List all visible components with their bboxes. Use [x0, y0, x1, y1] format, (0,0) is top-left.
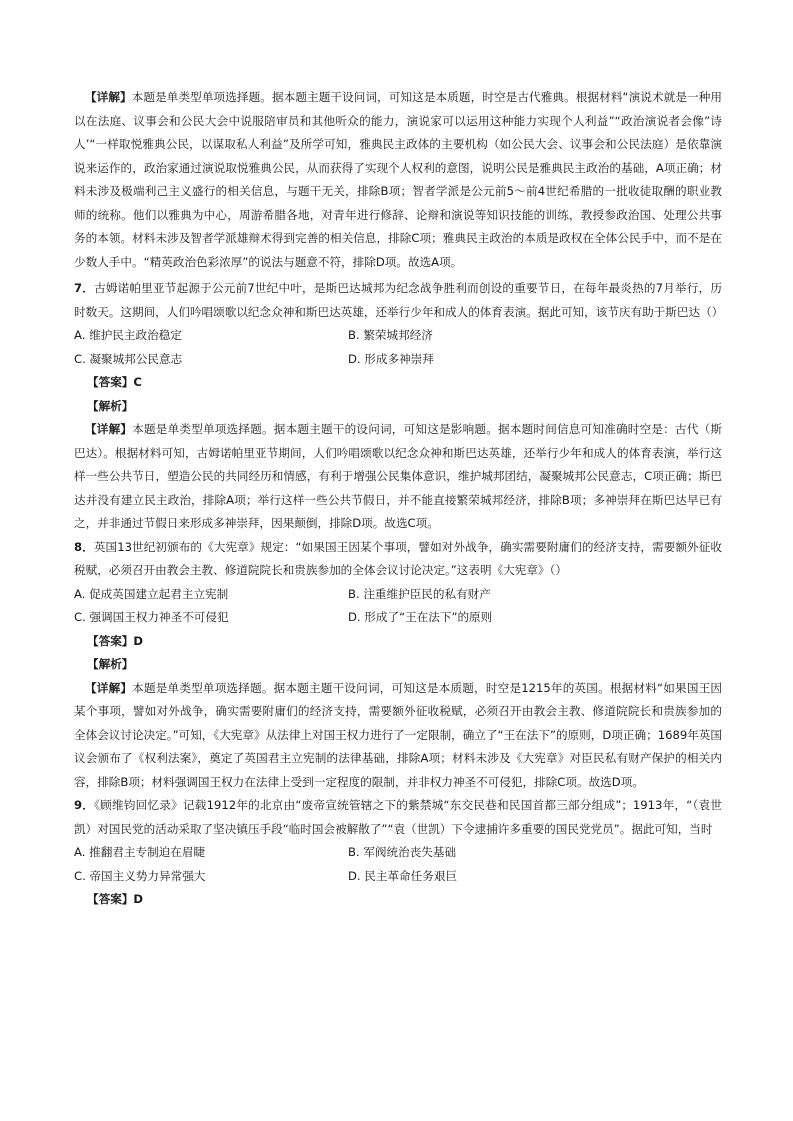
detail-label: 【详解】: [85, 680, 133, 695]
question-stem: 英国13世纪初颁布的《大宪章》规定：“如果国王因某个事项，譬如对外战争，确实需要附庸们的经济支持，需要额外征收税赋，必须召开由教会主教、修道院院长和贵族参加的全体会议讨论决定。”这表明《大宪章》（）: [74, 539, 722, 577]
detail-label: 【详解】: [85, 422, 133, 436]
detail-label: 【详解】: [85, 90, 132, 104]
option-a: A. 推翻君主专制迫在眉睫: [74, 845, 206, 859]
question-stem: 《顾维钧回忆录》记载1912年的北京由“废帝宣统管辖之下的紫禁城“东交民巷和民国首都三部分组成”；1913年，“（袁世凯）对国民党的活动采取了坚决镇压手段“临时国会被解散了”“袁（世凯）下令逮捕许多重要的国民党党员”。据此可知，当时: [74, 798, 722, 836]
answer-label: 【答案】D: [87, 633, 143, 648]
q8-detail: [74, 677, 722, 795]
option-a: A. 维护民主政治稳定: [74, 328, 182, 342]
option-d: D. 形成了“王在法下”的原则: [348, 610, 493, 624]
answer-label: 【答案】C: [87, 375, 142, 389]
question-number: 7．: [74, 281, 95, 295]
analysis-label: 【解析】: [87, 657, 134, 671]
q7-options-row1: [74, 324, 722, 348]
option-a: A. 促成英国建立起君主立宪制: [74, 586, 229, 601]
question-number: 8．: [74, 539, 94, 554]
option-b: B. 军阀统治丧失基础: [348, 845, 457, 859]
q8-options-row1: [74, 583, 722, 607]
answer-label: 【答案】D: [87, 892, 143, 906]
analysis-label: 【解析】: [87, 398, 134, 413]
option-d: D. 民主革命任务艰巨: [348, 868, 458, 883]
option-b: B. 注重维护臣民的私有财产: [348, 586, 491, 601]
q6-detail: [74, 86, 722, 274]
option-d: D. 形成多神崇拜: [348, 351, 434, 366]
detail-text: 本题是单类型单项选择题。据本题主题干的设问词，可知这是影响题。据本题时间信息可知准确时空是：古代（斯巴达）。根据材料可知，古姆诺帕里亚节期间，人们吟唱颂歌以纪念众神和斯巴达英雄，还举行少年和成人的体育表演，举行这样一些公共节日，塑造公民的共同经历和情感，有利于增强公民集体意识，维护城邦团结，凝聚城邦公民意志，C项正确；斯巴达并没有建立民主政治，排除A项；举行这样一些公共节假日，并不能直接繁荣城邦经济，排除B项；多神崇拜在斯巴达早已有之，并非通过节假日来形成多神崇拜，因果颠倒，排除D项。故选C项。: [74, 422, 722, 530]
question-number: 9．: [74, 798, 95, 812]
q9-options-row2: [74, 865, 722, 889]
q7-options-row2: [74, 348, 722, 372]
detail-text: 本题是单类型单项选择题。据本题主题干设问词，可知这是本质题，时空是古代雅典。根据材料“演说术就是一种用以在法庭、议事会和公民大会中说服陪审员和其他听众的能力，演说家可以运用这种能力实现个人利益”“政治演说者会像”诗人’“一样取悦雅典公民，以谋取私人利益”及所学可知，雅典民主政体的主要机构（如公民大会、议事会和公民法庭）是依靠演说来运作的，政治家通过演说取悦雅典公民，从而获得了实现个人权利的意图，说明公民是雅典民主政治的基础，A项正确；材料未涉及极端利己主义盛行的相关信息，与题干无关，排除B项；智者学派是公元前5～前4世纪希腊的一批收徒取酬的职业教师的统称。他们以雅典为中心，周游希腊各地，对青年进行修辞、论辩和演说等知识技能的训练，教授参政治国、处理公共事务的本领。材料未涉及智者学派雄辩术得到完善的相关信息，排除C项；雅典民主政治的本质是政权在全体公民手中，而不是在少数人手中。“精英政治色彩浓厚”的说法与题意不符，排除D项。故选A项。: [74, 90, 722, 269]
q7-detail: [74, 418, 722, 536]
option-c: C. 强调国王权力神圣不可侵犯: [74, 610, 229, 624]
q8-stem: [74, 536, 722, 583]
document-content: [74, 86, 722, 912]
question-stem: 古姆诺帕里亚节起源于公元前7世纪中叶，是斯巴达城邦为纪念战争胜利而创设的重要节日，在每年最炎热的7月举行，历时数天。这期间，人们吟唱颂歌以纪念众神和斯巴达英雄，还举行少年和成人的体育表演。据此可知，该节庆有助于斯巴达（）: [74, 281, 724, 319]
q9-options-row1: [74, 841, 722, 865]
option-c: C. 凝聚城邦公民意志: [74, 351, 183, 366]
option-c: C. 帝国主义势力异常强大: [74, 868, 206, 883]
q8-options-row2: [74, 606, 722, 630]
q9-stem: [74, 794, 722, 841]
option-b: B. 繁荣城邦经济: [348, 328, 433, 342]
q7-stem: [74, 277, 722, 324]
detail-text: 本题是单类型单项选择题。据本题主题干设问词，可知这是本质题，时空是1215年的英国。根据材料“如果国王因某个事项，譬如对外战争，确实需要附庸们的经济支持，需要额外征收税赋，必须召开由教会主教、修道院院长和贵族参加的全体会议讨论决定。”可知，《大宪章》从法律上对国王权力进行了一定限制，确立了“王在法下”的原则，D项正确；1689年英国议会颁布了《权利法案》，奠定了英国君主立宪制的法律基础，排除A项；材料未涉及《大宪章》对臣民私有财产保护的相关内容，排除B项；材料强调国王权力在法律上受到一定程度的限制，并非权力神圣不可侵犯，排除C项。故选D项。: [74, 680, 722, 789]
